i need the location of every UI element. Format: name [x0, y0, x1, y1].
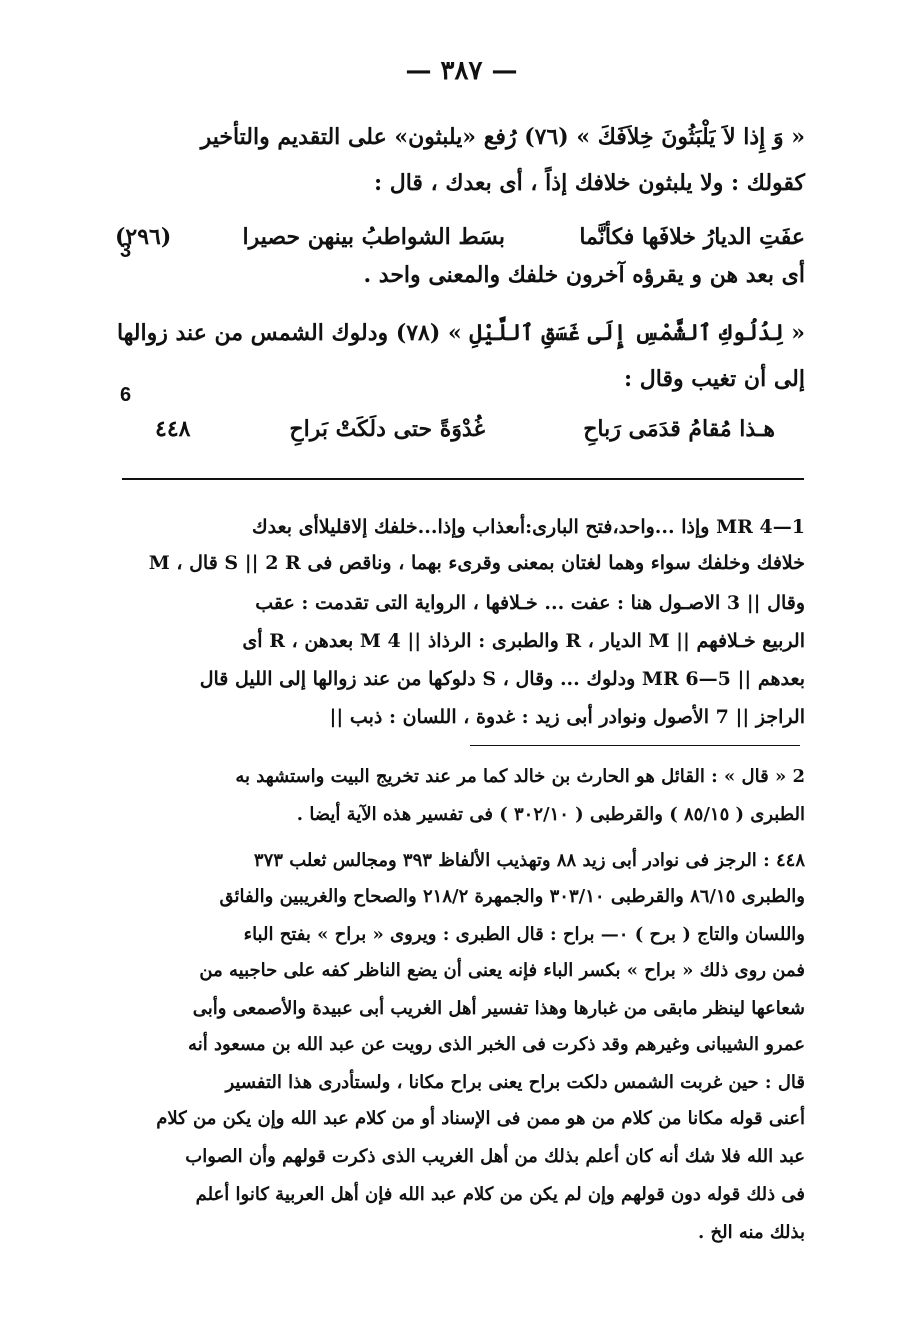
note-line-12: فى ذلك قوله دون قولهم وإن لم يكن من كلام عبد الله فإن أهل العربية كانوا أعلم: [195, 1184, 805, 1205]
main-text-line-3: أى بعد هن و يقرؤه آخرون خلفك والمعنى واحد .: [363, 262, 805, 288]
verse-296-number: (٢٩٦): [115, 224, 172, 250]
note-line-3: ٤٤٨ : الرجز فى نوادر أبى زيد ٨٨ وتهذيب الألفاظ ٣٩٣ ومجالس ثعلب ٣٧٣: [253, 850, 805, 871]
verse-296: [115, 224, 805, 260]
apparatus-divider: [122, 478, 804, 480]
note-line-11: عبد الله فلا شك أنه كان أعلم بذلك من أهل الغريب الذى ذكرت قولهم وأن الصواب: [185, 1146, 805, 1167]
margin-line-number-6: 6: [120, 384, 132, 406]
verse-448-number: ٤٤٨: [155, 416, 191, 442]
margin-line-number-3: 3: [120, 240, 132, 262]
note-line-1: 2 « قال » : القائل هو الحارث بن خالد كما مر عند تخريج البيت واستشهد به: [235, 766, 805, 787]
main-text-line-4: « لِدُلُوكِ ٱلشَّمْسِ إِلَى غَسَقِ ٱللَّيْلِ » (٧٨) ودلوك الشمس من عند زوالها: [116, 320, 805, 346]
main-text-line-2: كقولك : ولا يلبثون خلافك إذاً ، أى بعدك ، قال :: [373, 170, 805, 196]
note-line-9: قال : حين غربت الشمس دلكت براح يعنى براح مكانا ، ولستأدرى هذا التفسير: [225, 1072, 805, 1093]
verse-296-first-hemistich: عفَتِ الديارُ خلافَها فكأنَّما: [579, 224, 805, 250]
note-line-8: عمرو الشيبانى وغيرهم وقد ذكرت فى الخبر الذى رويت عن عبد الله بن مسعود أنه: [188, 1034, 805, 1055]
note-line-2: الطبرى ( ٨٥/١٥ ) والقرطبى ( ٣٠٢/١٠ ) فى تفسير هذه الآية أيضا .: [296, 804, 805, 825]
apparatus-line-2: خلافك وخلفك سواء وهما لغتان بمعنى وقرىء بهما ، وناقص فى S || 2 R قال ، M: [148, 552, 805, 574]
note-line-6: فمن روى ذلك « براح » بكسر الباء فإنه يعنى أن يضع الناظر كفه على حاجبيه من: [199, 960, 805, 981]
verse-448-first-hemistich: هـذا مُقامُ قدَمَى رَباحِ: [583, 416, 775, 442]
apparatus-line-4: الربيع خـلافهم || M الديار ، R والطبرى : الرذاذ || 4 M بعدهن ، R أى: [242, 630, 805, 652]
apparatus-line-1: 1—4 MR وإذا ...واحد،فتح البارى:أىعذاب وإذا...خلفك إلاقليلاأى بعدك: [251, 516, 805, 538]
apparatus-line-3: وقال || 3 الاصـول هنا : عفت ... خـلافها ، الرواية التى تقدمت : عقب: [255, 592, 805, 614]
apparatus-line-5: بعدهم || 5—6 MR ودلوك ... وقال ، S دلوكها من عند زوالها إلى الليل قال: [199, 668, 805, 690]
note-line-4: والطبرى ٨٦/١٥ والقرطبى ٣٠٣/١٠ والجمهرة ٢١٨/٢ والصحاح والغريبين والفائق: [219, 886, 805, 907]
verse-296-second-hemistich: بسَط الشواطبُ بينهن حصيرا: [242, 224, 505, 250]
note-line-7: شعاعها لينظر مابقى من غبارها وهذا تفسير أهل الغريب أبى عبيدة والأصمعى وأبى: [192, 998, 805, 1019]
verse-448: [115, 416, 805, 452]
note-line-10: أعنى قوله مكانا من كلام من هو ممن فى الإسناد أو من كلام عبد الله وإن يكن من كلام: [156, 1108, 805, 1129]
main-text-line-5: إلى أن تغيب وقال :: [624, 366, 805, 392]
verse-448-second-hemistich: غُدْوَةً حتى دلَكَتْ بَراحِ: [289, 416, 485, 442]
notes-divider: [470, 745, 800, 746]
apparatus-line-6: الراجز || 7 الأصول ونوادر أبى زيد : غدوة ، اللسان : ذبب ||: [329, 706, 805, 728]
note-line-13: بذلك منه الخ .: [697, 1222, 805, 1243]
page-number: — ٣٨٧ —: [405, 56, 518, 86]
note-line-5: واللسان والتاج ( برح ) ٠— براح : قال الطبرى : ويروى « براح » بفتح الباء: [243, 924, 805, 945]
main-text-line-1: « وَ إِذا لاَ يَلْبَثُونَ خِلاَفَكَ » (٧٦) رُفع «يلبثون» على التقديم والتأخير: [200, 124, 805, 150]
